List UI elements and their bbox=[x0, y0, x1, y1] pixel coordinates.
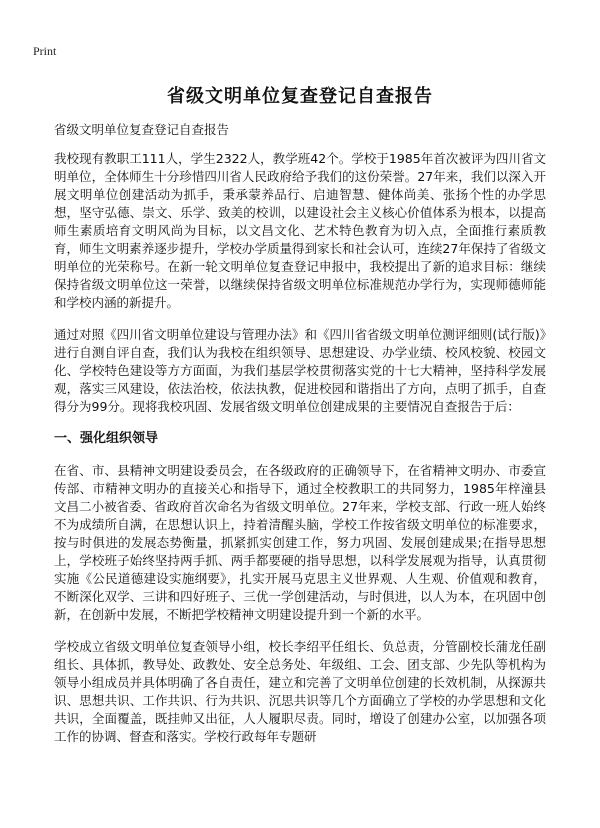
paragraph-intro: 我校现有教职工111人，学生2322人，教学班42个。学校于1985年首次被评为四川省文明单位，全体师生十分珍惜四川省人民政府给予我们的这份荣誉。27年来，我们以深入开展文明单位创建活动为抓手，秉承蒙养品行、启迪智慧、健体尚美、张扬个性的办学思想，坚守弘德、崇文、乐学、致美的校训，以建设社会主义核心价值体系为根本，以提高师生素质培育文明风尚为目标，以文昌文化、艺术特色教育为切入点，全面推行素质教育，师生文明素养逐步提升，学校办学质量得到家长和社会认可，连续27年保持了省级文明单位的光荣称号。在新一轮文明单位复查登记申报中，我校提出了新的追求目标：继续保持省级文明单位这一荣誉，以继续保持省级文明单位标准规范办学行为，实现师德师能和学校内涵的新提升。 bbox=[54, 151, 546, 310]
document-subtitle: 省级文明单位复查登记自查报告 bbox=[54, 122, 230, 137]
section-heading-organization: 一、强化组织领导 bbox=[54, 431, 159, 446]
paragraph-organization-history: 在省、市、县精神文明建设委员会，在各级政府的正确领导下，在省精神文明办、市委宣传部、市精神文明办的直接关心和指导下，通过全校教职工的共同努力，1985年梓潼县文昌二小被省委、省政府首次命名为省级文明单位。27年来，学校支部、行政一班人始终不为成绩所自满，在思想认识上，持着清醒头脑，学校工作按省级文明单位的标准要求，按与时俱进的发展态势衡量，抓紧抓实创建工作，努力巩固、发展创建成果;在指导思想上，学校班子始终坚持两手抓、两手都要硬的指导思想，以科学发展观为指导，认真贯彻实施《公民道德建设实施纲要》，扎实开展马克思主义世界观、人生观、价值观和教育，不断深化双学、三讲和四好班子、三优一学创建活动，与时俱进，以人为本，在巩固中创新，在创新中发展，不断把学校精神文明建设提升到一个新的水平。 bbox=[54, 463, 546, 622]
paragraph-leadership-group: 学校成立省级文明单位复查领导小组，校长李绍平任组长、负总责，分管副校长蒲龙任副组长、具体抓，教导处、政教处、安全总务处、年级组、工会、团支部、少先队等机构为领导小组成员并具体明确了各自责任，建立和完善了文明单位创建的长效机制，从探源共识、思想共识、工作共识、行为共识、沉思共识等几个方面确立了学校的办学思想和文化共识，全面覆盖，既挂帅又出征，人人履职尽责。同时，增设了创建办公室，以加强各项工作的协调、督查和落实。学校行政每年专题研 bbox=[54, 639, 546, 744]
paragraph-self-assessment: 通过对照《四川省文明单位建设与管理办法》和《四川省省级文明单位测评细则(试行版)》进行自测自评自查，我们认为我校在组织领导、思想建设、办学业绩、校风校貌、校园文化、学校特色建设等方方面面，为我们基层学校贯彻落实党的十七大精神，坚持科学发展观，落实三风建设，依法治校，依法执教，促进校园和谐指出了方向，点明了抓手，自查得分为99分。现将我校巩固、发展省级文明单位创建成果的主要情况自查报告于后： bbox=[54, 327, 546, 414]
print-label[interactable]: Print bbox=[33, 44, 57, 58]
page-title: 省级文明单位复查登记自查报告 bbox=[167, 86, 433, 107]
document-body bbox=[54, 150, 546, 760]
